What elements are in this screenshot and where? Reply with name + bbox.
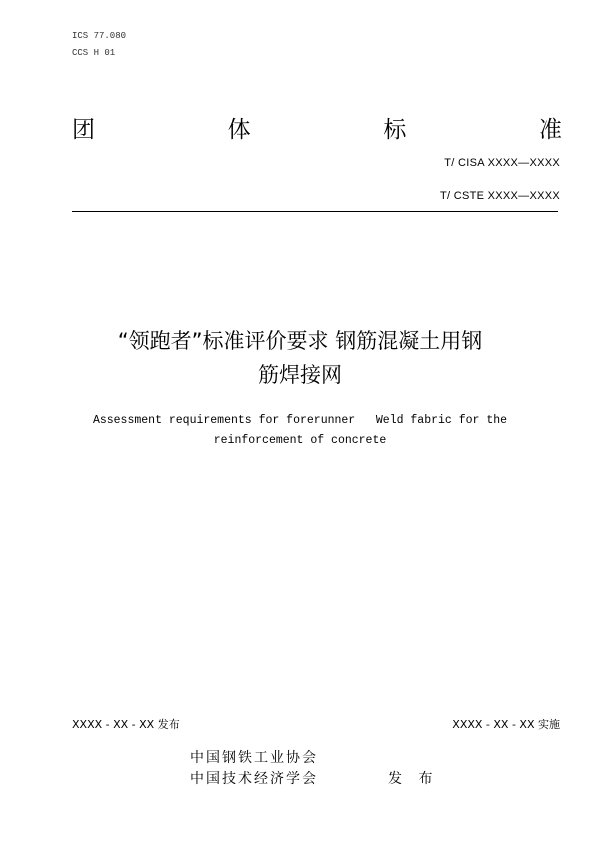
header-divider — [72, 211, 558, 212]
standard-type-char: 准 — [538, 117, 562, 143]
classification-codes — [72, 28, 126, 62]
publish-date: XXXX - XX - XX 发布 — [72, 718, 180, 731]
title-cn-line-2: 筋焊接网 — [258, 363, 342, 387]
publisher-org-2: 中国技术经济学会 — [190, 771, 318, 787]
title-en-line-1: Assessment requirements for forerunner Weld fabric for the — [92, 414, 508, 427]
ccs-code: CCS H 01 — [72, 48, 116, 58]
publisher-org-1: 中国钢铁工业协会 — [190, 750, 318, 766]
standard-type-char: 标 — [383, 117, 407, 143]
title-en-line-2: reinforcement of concrete — [213, 434, 387, 447]
issue-label: 发 布 — [388, 771, 439, 787]
standard-type-char: 体 — [227, 117, 251, 143]
ics-code: ICS 77.080 — [72, 31, 127, 41]
standard-type-char: 团 — [72, 117, 95, 143]
implement-date: XXXX - XX - XX 实施 — [452, 718, 560, 731]
title-cn-line-1: “领跑者”标准评价要求 钢筋混凝土用钢 — [117, 329, 483, 353]
standard-type-heading — [72, 114, 562, 146]
standard-number-cste: T/ CSTE XXXX—XXXX — [439, 190, 560, 202]
standard-number-cisa: T/ CISA XXXX—XXXX — [444, 157, 560, 169]
